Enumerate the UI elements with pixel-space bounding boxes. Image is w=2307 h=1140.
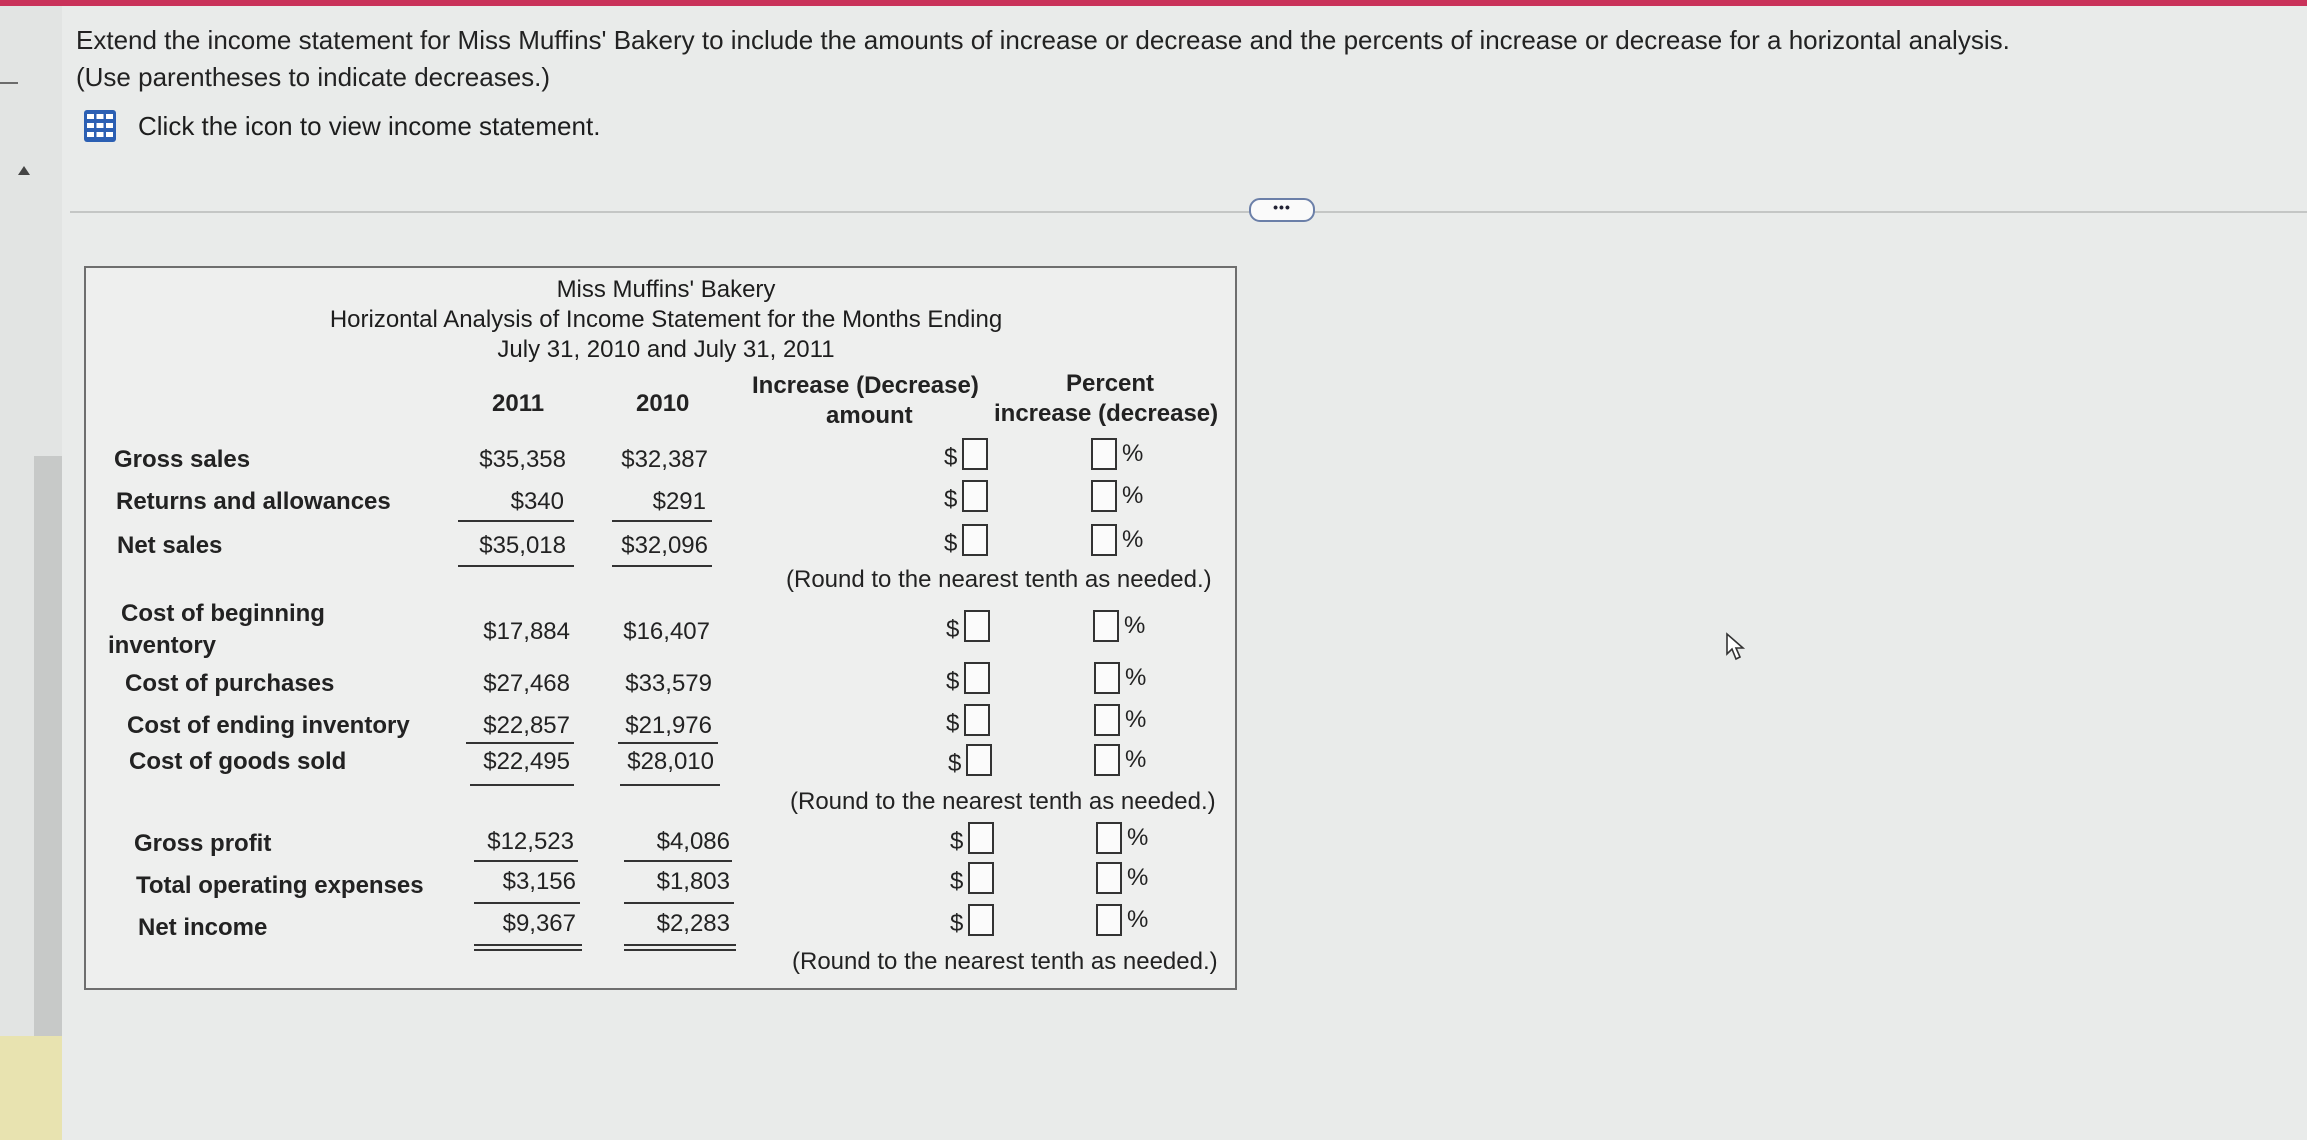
dollar-sign: $ — [946, 616, 960, 643]
table-grid-icon[interactable] — [84, 110, 116, 142]
scrollbar[interactable] — [34, 456, 62, 1136]
net-income-2010: $2,283 — [656, 910, 730, 937]
column-header-increase: Increase (Decrease) — [752, 372, 979, 399]
underline-ending-2010 — [618, 742, 718, 744]
amount-input-net-income[interactable] — [968, 904, 994, 936]
operating-expenses-2010: $1,803 — [656, 868, 730, 895]
underline-2010 — [612, 520, 712, 522]
net-sales-2011: $35,018 — [479, 532, 566, 559]
instruction-line-2: (Use parentheses to indicate decreases.) — [76, 62, 551, 92]
statement-dates: July 31, 2010 and July 31, 2011 — [497, 336, 835, 363]
column-header-2011: 2011 — [492, 390, 545, 417]
percent-sign: % — [1124, 612, 1146, 639]
row-label-beginning-inventory: Cost of beginning — [121, 600, 325, 627]
percent-sign: % — [1127, 906, 1149, 933]
beginning-inventory-2011: $17,884 — [483, 618, 570, 645]
row-label-net-sales: Net sales — [117, 532, 223, 559]
double-line-ni-2010-a — [624, 944, 736, 946]
section-divider — [70, 211, 2307, 213]
returns-2011: $340 — [510, 488, 564, 515]
column-header-2010: 2010 — [636, 390, 690, 417]
dollar-sign: $ — [950, 868, 964, 895]
row-label-returns: Returns and allowances — [116, 488, 391, 515]
left-navigation-strip — [0, 6, 62, 1134]
column-header-percent-change: increase (decrease) — [994, 400, 1219, 427]
percent-input-gross-profit[interactable] — [1096, 822, 1122, 854]
instruction-line-1: Extend the income statement for Miss Muffins' Bakery to include the amounts of increase or decrease and the percents of increase or decrease for a horizontal analysis. — [76, 25, 2010, 55]
rounding-note: (Round to the nearest tenth as needed.) — [792, 948, 1218, 975]
amount-input-gross-profit[interactable] — [968, 822, 994, 854]
amount-input-ending-inventory[interactable] — [964, 704, 990, 736]
percent-input-gross-sales[interactable] — [1091, 438, 1117, 470]
percent-sign: % — [1125, 706, 1147, 733]
row-label-net-income: Net income — [138, 914, 268, 941]
dollar-sign: $ — [944, 444, 958, 471]
gross-profit-2010: $4,086 — [656, 828, 730, 855]
row-label-ending-inventory: Cost of ending inventory — [127, 712, 410, 739]
row-label-beginning-inventory-2: inventory — [108, 632, 217, 659]
underline-ending-2011 — [466, 742, 574, 744]
column-header-percent: Percent — [1066, 370, 1155, 397]
gross-profit-2011: $12,523 — [487, 828, 574, 855]
mouse-cursor-icon — [1725, 632, 1749, 664]
question-instructions — [76, 22, 2010, 96]
top-accent-bar — [0, 0, 2307, 6]
horizontal-analysis-panel — [84, 266, 1237, 990]
percent-input-beginning-inventory[interactable] — [1093, 610, 1119, 642]
underline-2011 — [458, 520, 574, 522]
row-label-operating-expenses: Total operating expenses — [136, 872, 424, 899]
view-income-statement-link[interactable] — [84, 110, 600, 142]
gross-sales-2010: $32,387 — [621, 446, 708, 473]
total-line-cogs-2010 — [620, 784, 720, 786]
double-line-ni-2011-b — [474, 949, 582, 951]
percent-input-purchases[interactable] — [1094, 662, 1120, 694]
returns-2010: $291 — [652, 488, 706, 515]
statement-title: Horizontal Analysis of Income Statement for the Months Ending — [329, 306, 1003, 333]
amount-input-operating-expenses[interactable] — [968, 862, 994, 894]
row-label-purchases: Cost of purchases — [125, 670, 335, 697]
view-link-text[interactable]: Click the icon to view income statement. — [138, 110, 601, 141]
amount-input-beginning-inventory[interactable] — [964, 610, 990, 642]
total-line-2011 — [458, 565, 574, 567]
scroll-up-arrow-icon[interactable] — [18, 166, 30, 175]
underline-opex-2010 — [624, 902, 734, 904]
percent-sign: % — [1127, 864, 1149, 891]
amount-input-cogs[interactable] — [966, 744, 992, 776]
percent-sign: % — [1122, 440, 1144, 467]
amount-input-net-sales[interactable] — [962, 524, 988, 556]
percent-input-operating-expenses[interactable] — [1096, 862, 1122, 894]
cogs-2010: $28,010 — [627, 748, 714, 775]
percent-input-ending-inventory[interactable] — [1094, 704, 1120, 736]
net-income-2011: $9,367 — [502, 910, 576, 937]
dollar-sign: $ — [944, 486, 958, 513]
dollar-sign: $ — [946, 710, 960, 737]
sidebar-footer — [0, 1036, 62, 1140]
purchases-2010: $33,579 — [625, 670, 712, 697]
rounding-note: (Round to the nearest tenth as needed.) — [790, 788, 1216, 815]
row-label-gross-profit: Gross profit — [134, 830, 272, 857]
dollar-sign: $ — [950, 828, 964, 855]
cogs-2011: $22,495 — [483, 748, 570, 775]
ending-inventory-2011: $22,857 — [483, 712, 570, 739]
rounding-note: (Round to the nearest tenth as needed.) — [786, 566, 1212, 593]
dollar-sign: $ — [950, 910, 964, 937]
amount-input-gross-sales[interactable] — [962, 438, 988, 470]
column-header-amount: amount — [826, 402, 913, 429]
amount-input-returns[interactable] — [962, 480, 988, 512]
percent-sign: % — [1122, 482, 1144, 509]
collapse-handle[interactable] — [0, 82, 18, 84]
percent-input-net-income[interactable] — [1096, 904, 1122, 936]
ending-inventory-2010: $21,976 — [625, 712, 712, 739]
beginning-inventory-2010: $16,407 — [623, 618, 710, 645]
underline-opex-2011 — [474, 902, 580, 904]
underline-gp-2010 — [624, 860, 732, 862]
percent-input-net-sales[interactable] — [1091, 524, 1117, 556]
double-line-ni-2010-b — [624, 949, 736, 951]
percent-sign: % — [1127, 824, 1149, 851]
more-options-button[interactable]: ••• — [1249, 198, 1315, 222]
total-line-2010 — [612, 565, 712, 567]
percent-sign: % — [1125, 664, 1147, 691]
net-sales-2010: $32,096 — [621, 532, 708, 559]
dollar-sign: $ — [944, 530, 958, 557]
purchases-2011: $27,468 — [483, 670, 570, 697]
row-label-gross-sales: Gross sales — [114, 446, 251, 473]
dollar-sign: $ — [946, 668, 960, 695]
gross-sales-2011: $35,358 — [479, 446, 566, 473]
percent-sign: % — [1122, 526, 1144, 553]
total-line-cogs-2011 — [470, 784, 574, 786]
percent-input-cogs[interactable] — [1094, 744, 1120, 776]
dollar-sign: $ — [948, 750, 962, 777]
percent-input-returns[interactable] — [1091, 480, 1117, 512]
underline-gp-2011 — [474, 860, 578, 862]
double-line-ni-2011-a — [474, 944, 582, 946]
percent-sign: % — [1125, 746, 1147, 773]
amount-input-purchases[interactable] — [964, 662, 990, 694]
row-label-cogs: Cost of goods sold — [129, 748, 347, 775]
company-name: Miss Muffins' Bakery — [556, 276, 776, 303]
operating-expenses-2011: $3,156 — [502, 868, 576, 895]
